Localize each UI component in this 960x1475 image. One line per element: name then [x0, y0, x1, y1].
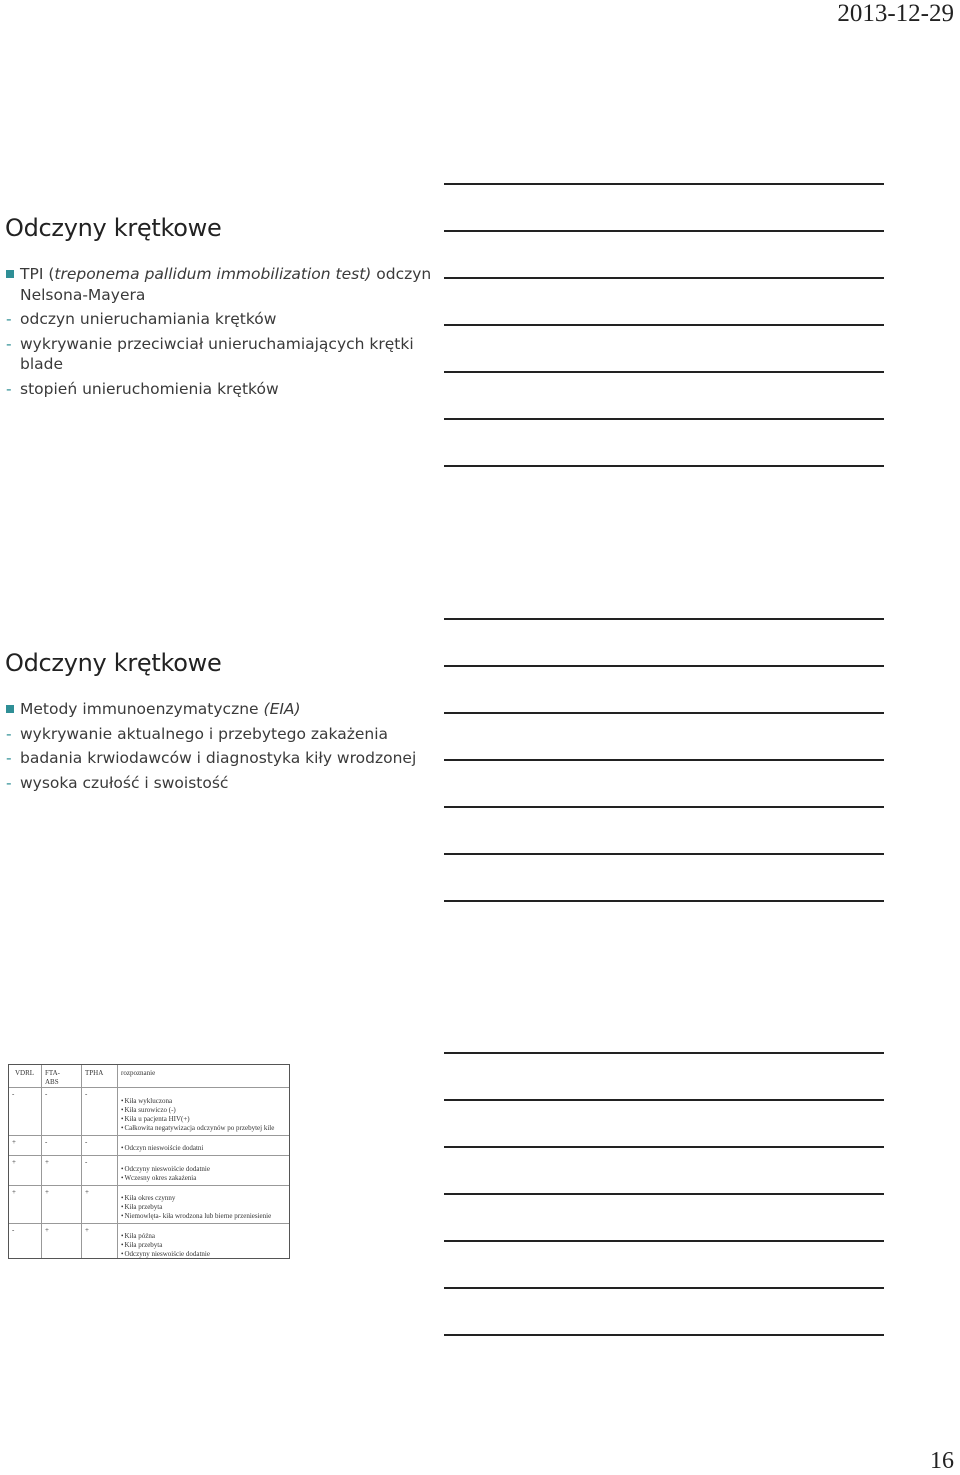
cell-diagnosis — [121, 1144, 203, 1153]
cell-fta: + — [45, 1158, 49, 1166]
dash-item-text: badania krwiodawców i diagnostyka kiły wrodzonej — [20, 749, 417, 767]
bullet-text-italic: treponema pallidum immobilization test) — [54, 265, 372, 283]
table-row — [9, 1223, 289, 1260]
bullet-text-italic: (EIA) — [263, 700, 301, 718]
cell-tpha: - — [85, 1158, 88, 1166]
header-vdrl: VDRL — [15, 1069, 35, 1077]
table-row — [9, 1135, 289, 1156]
slide-1-dash-item — [0, 309, 440, 330]
cell-vdrl: + — [12, 1188, 16, 1196]
dash-item-text: wykrywanie przeciwciał unieruchamiających krętki blade — [20, 334, 414, 373]
slide-1-dash-item — [0, 334, 440, 375]
diagnosis-item: • Odczyny nieswoiście dodatnie — [121, 1250, 210, 1259]
header-date: 2013-12-29 — [837, 0, 954, 27]
dash-bullet-icon: - — [6, 310, 12, 328]
cell-vdrl: - — [12, 1090, 15, 1098]
slide-1-list — [0, 264, 440, 399]
cell-tpha: - — [85, 1138, 88, 1146]
slide-2-dash-item — [0, 748, 440, 769]
diagnosis-item: • Kiła surowiczo (-) — [121, 1106, 274, 1115]
cell-fta: - — [45, 1090, 48, 1098]
cell-fta: + — [45, 1188, 49, 1196]
dash-bullet-icon: - — [6, 749, 12, 767]
cell-tpha: - — [85, 1090, 88, 1098]
cell-tpha: + — [85, 1226, 89, 1234]
bullet-text: Metody immunoenzymatyczne — [20, 700, 264, 718]
cell-tpha: + — [85, 1188, 89, 1196]
cell-diagnosis — [121, 1194, 271, 1221]
header-fta-abs: FTA-ABS — [45, 1069, 60, 1086]
slide-1-title: Odczyny krętkowe — [5, 214, 222, 242]
diagnosis-item: • Odczyn nieswoiście dodatni — [121, 1144, 203, 1153]
diagnosis-item: • Kiła przebyta — [121, 1203, 271, 1212]
dash-bullet-icon: - — [6, 724, 12, 743]
cell-vdrl: + — [12, 1138, 16, 1146]
diagnosis-item: • Kiła przebyta — [121, 1241, 210, 1250]
cell-vdrl: - — [12, 1226, 15, 1234]
table-row — [9, 1087, 289, 1136]
serology-table — [8, 1064, 290, 1259]
bullet-text-rest: odczyn Nelsona-Mayera — [20, 265, 432, 304]
diagnosis-item: • Odczyny nieswoiście dodatnie — [121, 1165, 210, 1174]
square-bullet-icon — [6, 705, 14, 713]
table-row — [9, 1155, 289, 1186]
dash-item-text: stopień unieruchomienia krętków — [20, 379, 279, 398]
dash-bullet-icon: - — [6, 773, 12, 792]
table-row — [9, 1185, 289, 1224]
diagnosis-item: • Niemowlęta- kiła wrodzona lub bierne przeniesienie — [121, 1212, 271, 1221]
cell-vdrl: + — [12, 1158, 16, 1166]
diagnosis-item: • Kiła okres czynny — [121, 1194, 271, 1203]
diagnosis-item: • Całkowita negatywizacja odczynów po przebytej kile — [121, 1124, 274, 1133]
cell-diagnosis — [121, 1165, 210, 1183]
cell-fta: + — [45, 1226, 49, 1234]
cell-fta: - — [45, 1138, 48, 1146]
dash-bullet-icon: - — [6, 334, 12, 353]
slide-2-list — [0, 699, 440, 793]
diagnosis-item: • Kiła wykluczona — [121, 1097, 274, 1106]
diagnosis-item: • Kiła późna — [121, 1232, 210, 1241]
slide-1-dash-item — [0, 379, 440, 400]
dash-bullet-icon: - — [6, 379, 12, 398]
slide-2-title: Odczyny krętkowe — [5, 649, 222, 677]
header-tpha: TPHA — [85, 1069, 104, 1077]
page-number: 16 — [930, 1448, 954, 1474]
slide-2-bullet — [0, 699, 440, 720]
dash-item-text: wykrywanie aktualnego i przebytego zakażenia — [20, 724, 389, 743]
header-diagnosis: rozpoznanie — [121, 1069, 156, 1077]
bullet-text: TPI ( — [20, 265, 55, 283]
slide-2-dash-item — [0, 724, 440, 745]
slide-1 — [0, 214, 440, 403]
cell-diagnosis — [121, 1232, 210, 1259]
dash-item-text: wysoka czułość i swoistość — [20, 773, 229, 792]
square-bullet-icon — [6, 270, 14, 278]
slide-2-dash-item — [0, 773, 440, 794]
cell-diagnosis — [121, 1097, 274, 1133]
diagnosis-item: • Wczesny okres zakażenia — [121, 1174, 210, 1183]
dash-item-text: odczyn unieruchamiania krętków — [20, 310, 277, 328]
diagnosis-item: • Kiła u pacjenta HIV(+) — [121, 1115, 274, 1124]
slide-2 — [0, 649, 440, 797]
slide-1-bullet — [0, 264, 440, 305]
